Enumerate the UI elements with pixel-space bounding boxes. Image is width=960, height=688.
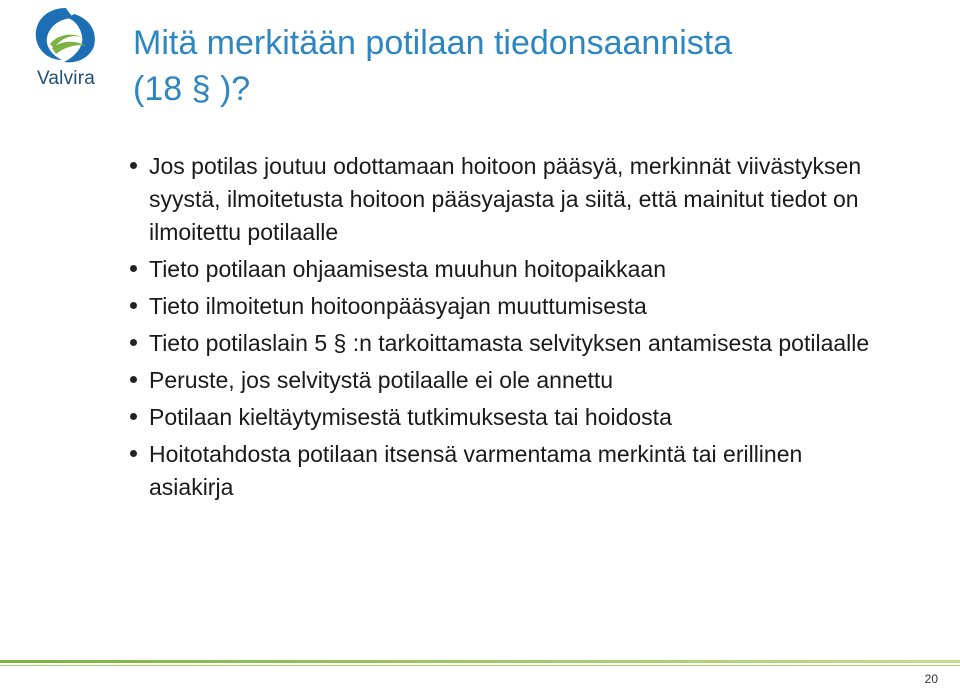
bullet-list (128, 150, 888, 508)
bullet-text: Hoitotahdosta potilaan itsensä varmentama merkintä tai erillinen asiakirja (149, 441, 803, 500)
bullet-dot-icon (130, 339, 137, 346)
bullet-item (128, 253, 888, 286)
bullet-dot-icon (130, 265, 137, 272)
bullet-text: Potilaan kieltäytymisestä tutkimuksesta tai hoidosta (149, 404, 672, 430)
bullet-dot-icon (130, 302, 137, 309)
bullet-item (128, 327, 888, 360)
bullet-item (128, 364, 888, 397)
valvira-logo-icon (28, 4, 104, 66)
bullet-item (128, 290, 888, 323)
bullet-text: Tieto potilaan ohjaamisesta muuhun hoitopaikkaan (149, 256, 666, 282)
bullet-dot-icon (130, 162, 137, 169)
slide-title (133, 20, 893, 112)
title-line-1: Mitä merkitään potilaan tiedonsaannista (133, 24, 733, 62)
bullet-item (128, 401, 888, 434)
bullet-dot-icon (130, 376, 137, 383)
bullet-text: Tieto potilaslain 5 § :n tarkoittamasta selvityksen antamisesta potilaalle (149, 330, 870, 356)
page-number: 20 (924, 672, 938, 686)
footer-divider (0, 660, 960, 663)
bullet-dot-icon (130, 413, 137, 420)
bullet-text: Peruste, jos selvitystä potilaalle ei ole annettu (149, 367, 614, 393)
footer-divider-thin (0, 665, 960, 666)
bullet-text: Tieto ilmoitetun hoitoonpääsyajan muuttumisesta (149, 293, 647, 319)
bullet-item (128, 438, 888, 504)
bullet-dot-icon (130, 450, 137, 457)
valvira-logo (18, 4, 114, 96)
bullet-item (128, 150, 888, 249)
logo-text: Valvira (36, 68, 96, 89)
title-line-2: (18 § )? (133, 70, 251, 108)
bullet-text: Jos potilas joutuu odottamaan hoitoon pääsyä, merkinnät viivästyksen syystä, ilmoitetusta hoitoon pääsyajasta ja siitä, että mainitut tiedot on ilmoitettu potilaalle (149, 153, 862, 245)
